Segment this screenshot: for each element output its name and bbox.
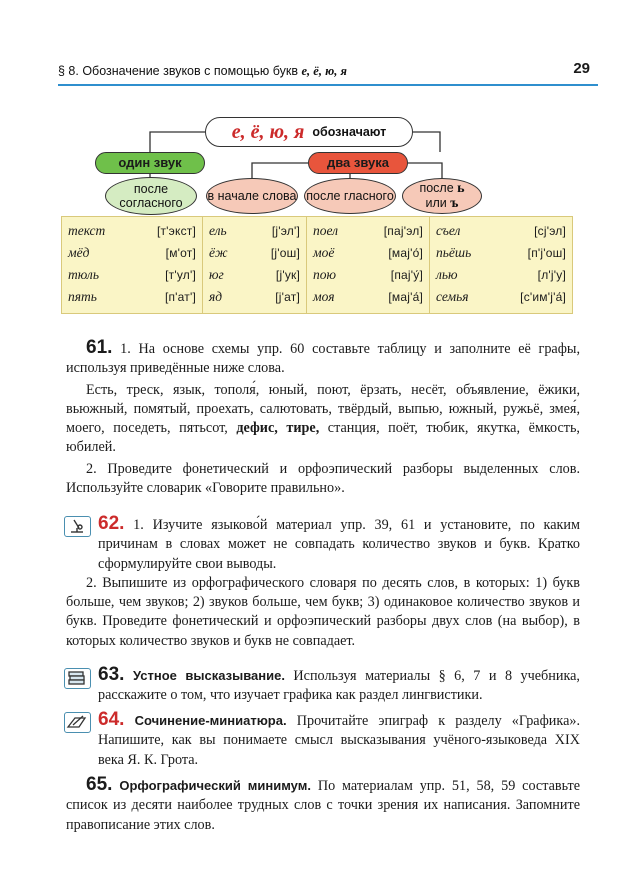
one-sound-label: один звук (95, 152, 205, 174)
example-row: пою [паj'у́] (313, 267, 423, 282)
word-start-oval: в начале слова (206, 178, 298, 214)
scheme-top-label: е, ё, ю, я обозначают (205, 117, 413, 147)
two-sounds-label: два звука (308, 152, 408, 174)
exercise-61: 61. 1. На основе схемы упр. 60 составьте таблицу и заполните её графы, используя приведённые ниже слова. Есть, треск, язык, тополя́, юный, поют, ёрзать, несёт, объявление, ёжики, вьюжный, помятый, проехать, салютовать, твёрдый, выпью, южный, ружьё, змея́, моего, поседеть, пятьсот, дефис, тире, станция, поёт, тюбик, якутка, ёмкость, юбилей. 2. Проведите фонетический и орфоэпический разборы выделенных слов. Используйте словарик «Говорите правильно». (66, 338, 580, 498)
example-row: текст [т'экст] (68, 223, 196, 238)
example-row: ёж [j'ош] (209, 245, 300, 260)
example-row: мёд [м'от] (68, 245, 196, 260)
after-vowel-oval: после гласного (304, 178, 396, 214)
exercise-number: 62. (98, 513, 125, 534)
exercise-62-task2: 2. Выпишите из орфографического словаря по десять слов, в которых: 1) букв больше, чем звуков; 2) звуков больше, чем букв; 3) одинаковое количество звуков и букв. Проведите фонетический и орфоэпический разборы двух слов (на выбор), в которых количество звуков и букв не совпадает. (66, 574, 580, 649)
example-row: пьёшь [п'j'ош] (436, 245, 566, 260)
exercise-63: 63. Устное высказывание. Используя материалы § 6, 7 и 8 учебника, расскажите о том, что изучает графика как раздел лингвистики. (98, 664, 580, 704)
exercise-number: 63. (98, 664, 125, 685)
examples-column (307, 217, 430, 313)
example-row: моя [маj'а́] (313, 289, 423, 304)
exercise-number: 65. (86, 774, 113, 795)
exercise-62: 62. 1. Изучите языково́й материал упр. 39, 61 и установите, по каким причинам в словах может не совпадать количество звуков и букв. Кратко сформулируйте свои выводы. 2. Выпишите из орфографического словаря по десять слов, в которых: 1) букв больше, чем звуков; 2) звуков больше, чем букв; 3) одинаковое количество звуков и букв. Проведите фонетический и орфоэпический разборы двух слов (на выбор), в которых количество звуков и букв не совпадает. (66, 514, 580, 651)
example-row: семья [с'им'j'а́] (436, 289, 566, 304)
section-title: § 8. Обозначение звуков с помощью букв е, ё, ю, я (58, 64, 347, 78)
letters-scheme (0, 0, 638, 330)
example-row: съел [сj'эл] (436, 223, 566, 238)
example-row: яд [j'ат] (209, 289, 300, 304)
exercise-65: 65. Орфографический минимум. По материалам упр. 51, 58, 59 составьте список из десяти наиболее трудных слов с точки зрения их написания. Запомните правописание этих слов. (66, 774, 581, 833)
example-row: тюль [т'ул'] (68, 267, 196, 282)
after-consonant-oval: после согласного (105, 177, 197, 215)
examples-column (62, 217, 203, 313)
example-row: юг [j'ук] (209, 267, 300, 282)
example-row: моё [маj'о́] (313, 245, 423, 260)
after-sign-oval: после ь или ъ (402, 178, 482, 214)
examples-column (203, 217, 307, 313)
example-row: пять [п'ат'] (68, 289, 196, 304)
example-row: лью [л'j'у] (436, 267, 566, 282)
example-row: поел [паj'эл] (313, 223, 423, 238)
exercise-61-task2: 2. Проведите фонетический и орфоэпический разборы выделенных слов. Используйте словарик «Говорите правильно». (66, 460, 580, 497)
examples-column (430, 217, 572, 313)
exercise-number: 61. (86, 337, 113, 358)
example-row: ель [j'эл'] (209, 223, 300, 238)
page-number: 29 (573, 60, 590, 77)
exercise-61-words: Есть, треск, язык, тополя́, юный, поют, ёрзать, несёт, объявление, ёжики, вьюжный, помятый, проехать, салютовать, твёрдый, выпью, южный, ружьё, змея́, моего, поседеть, пятьсот, дефис, тире, станция, поёт, тюбик, якутка, ёмкость, юбилей. (66, 381, 580, 456)
examples-table (61, 216, 573, 314)
exercise-64: 64. Сочинение-миниатюра. Прочитайте эпиграф к разделу «Графика». Напишите, как вы понимаете смысл высказывания учёного-языковеда XIX века Я. К. Грота. (98, 709, 581, 768)
exercise-number: 64. (98, 709, 125, 730)
